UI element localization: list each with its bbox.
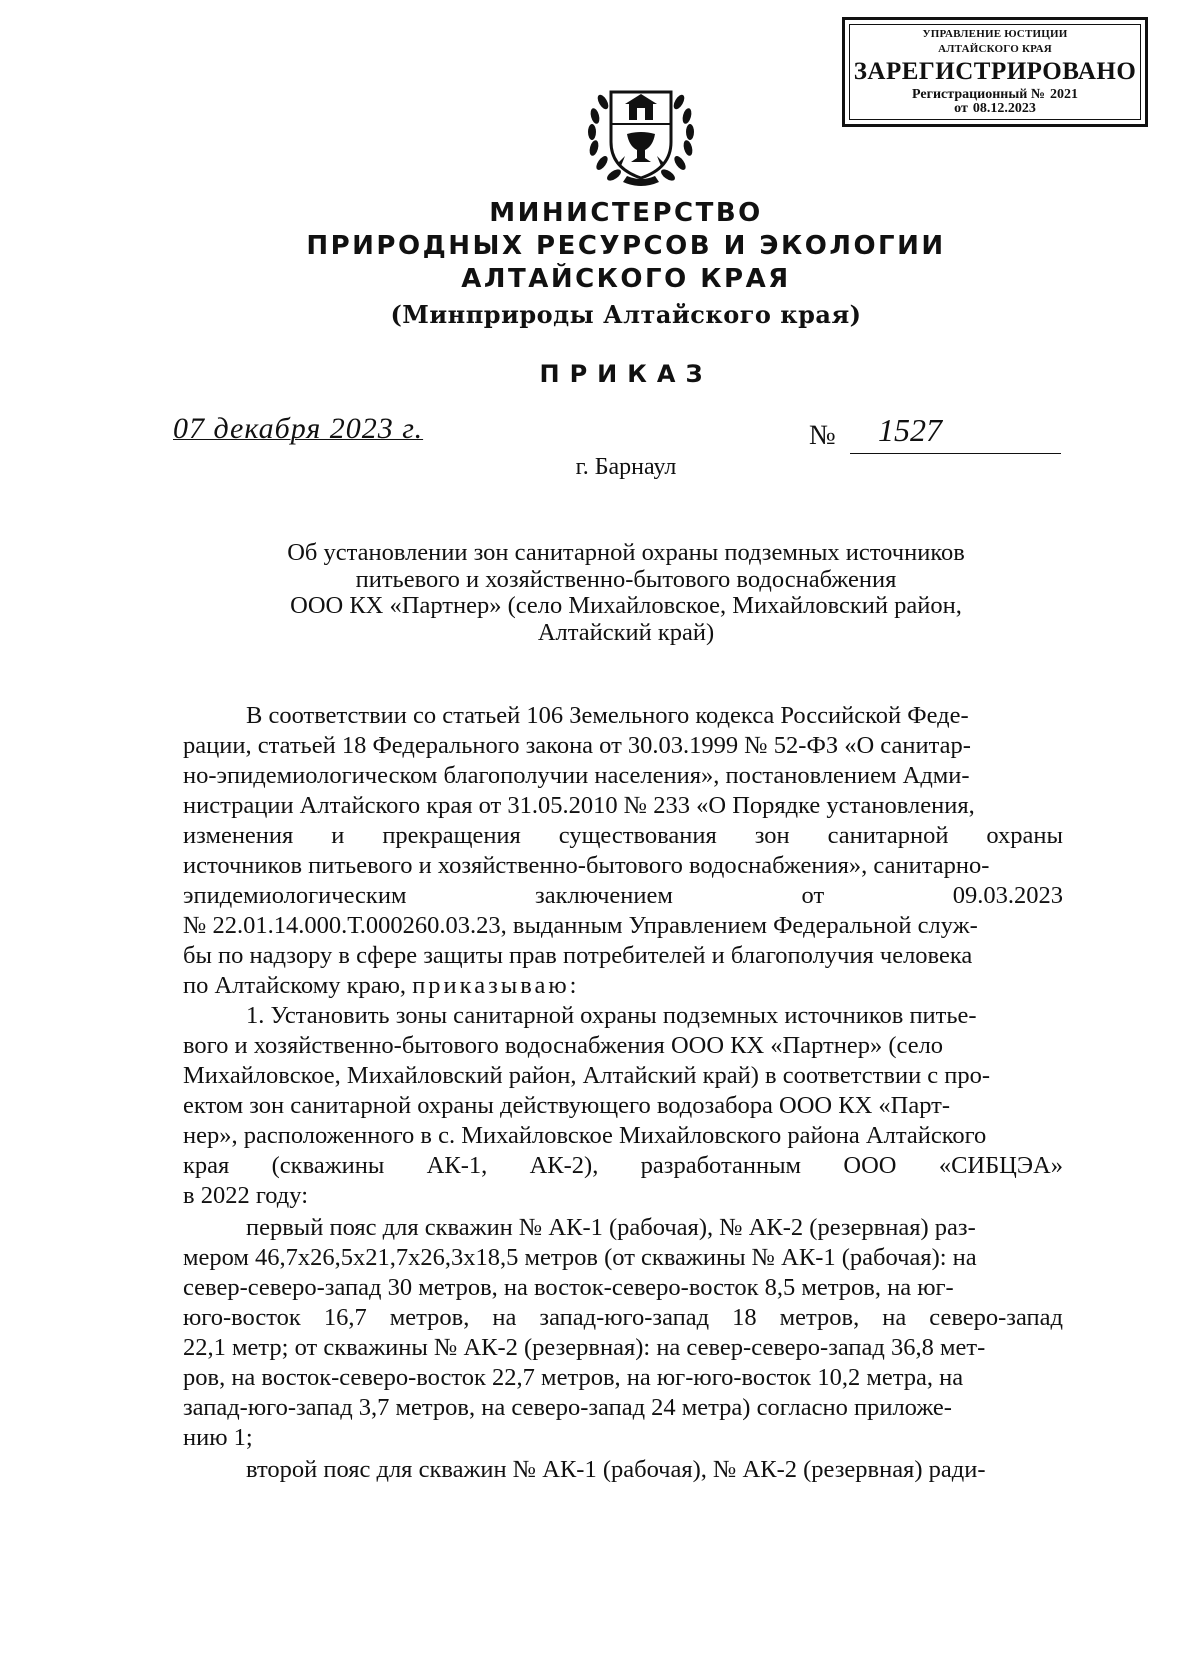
stamp-registered: ЗАРЕГИСТРИРОВАНО [853, 58, 1137, 85]
body-line: ектом зон санитарной охраны действующего водозабора ООО КХ «Парт- [183, 1092, 951, 1119]
body-line: первый пояс для скважин № АК-1 (рабочая), № АК-2 (резервная) раз- [246, 1214, 976, 1241]
body-line: эпидемиологическим заключением от 09.03.2023 [183, 882, 1063, 909]
body-line: мером 46,7х26,5х21,7х26,3х18,5 метров (от скважины № АК-1 (рабочая): на [183, 1244, 977, 1271]
ministry-title-line-1: МИНИСТЕРСТВО [489, 198, 763, 228]
order-number-label: № [809, 420, 836, 451]
stamp-org-line-2: АЛТАЙСКОГО КРАЯ [938, 43, 1052, 55]
subject-line: питьевого и хозяйственно-бытового водоснабжения [355, 565, 897, 593]
body-line: ров, на восток-северо-восток 22,7 метров, на юг-юго-восток 10,2 метра, на [183, 1364, 964, 1391]
order-city: г. Барнаул [575, 454, 677, 480]
subject-line: Об установлении зон санитарной охраны подземных источников [287, 539, 965, 566]
order-subject [200, 540, 1052, 646]
stamp-regdate-label: от [954, 101, 968, 116]
stamp-regnum-value: 2021 [1049, 87, 1078, 102]
stamp-org-line-1: УПРАВЛЕНИЕ ЮСТИЦИИ [922, 28, 1068, 40]
ministry-title-line-3: АЛТАЙСКОГО КРАЯ [461, 264, 791, 294]
altai-krai-coat-of-arms-icon [581, 72, 701, 192]
body-line: в 2022 году: [183, 1182, 309, 1209]
body-line: № 22.01.14.000.Т.000260.03.23, выданным Управлением Федеральной служ- [183, 912, 978, 939]
body-line: изменения и прекращения существования зон санитарной охраны [183, 822, 1063, 849]
stamp-regnum [850, 87, 1140, 102]
body-line: 1. Установить зоны санитарной охраны подземных источников питье- [246, 1002, 977, 1029]
stamp-regdate [850, 102, 1140, 116]
stamp-inner-frame [849, 24, 1141, 120]
body-line: бы по надзору в сфере защиты прав потребителей и благополучия человека [183, 942, 973, 969]
subject-line: ООО КХ «Партнер» (село Михайловское, Михайловский район, [290, 592, 962, 619]
body-text: по Алтайскому краю, [183, 972, 407, 999]
body-line: В соответствии со статьей 106 Земельного кодекса Российской Феде- [246, 702, 969, 729]
registration-stamp [842, 17, 1148, 127]
order-date-handwritten: 07 декабря 2023 г. [173, 412, 424, 445]
body-line: края (скважины АК-1, АК-2), разработанным ООО «СИБЦЭА» [183, 1152, 1063, 1179]
body-line: юго-восток 16,7 метров, на запад-юго-запад 18 метров, на северо-запад [183, 1304, 1063, 1331]
order-directive: приказываю: [412, 972, 580, 999]
body-line: рации, статьей 18 Федерального закона от 30.03.1999 № 52-ФЗ «О санитар- [183, 732, 971, 759]
body-line: нер», расположенного в с. Михайловское Михайловского района Алтайского [183, 1122, 987, 1149]
body-line: второй пояс для скважин № АК-1 (рабочая), № АК-2 (резервная) ради- [246, 1456, 986, 1483]
ministry-short-name: (Минприроды Алтайского края) [390, 300, 862, 329]
body-line: Михайловское, Михайловский район, Алтайский край) в соответствии с про- [183, 1062, 991, 1089]
order-title: ПРИКАЗ [539, 360, 713, 388]
body-line: нию 1; [183, 1424, 253, 1451]
order-number-handwritten: 1527 [878, 412, 942, 448]
body-line [183, 971, 1063, 1001]
body-line: но-эпидемиологическом благополучии населения», постановлением Адми- [183, 762, 970, 789]
body-line: источников питьевого и хозяйственно-бытового водоснабжения», санитарно- [183, 852, 990, 879]
body-line: север-северо-запад 30 метров, на восток-северо-восток 8,5 метров, на юг- [183, 1274, 954, 1301]
stamp-regdate-value: 08.12.2023 [972, 101, 1036, 116]
ministry-title-line-2: ПРИРОДНЫХ РЕСУРСОВ И ЭКОЛОГИИ [306, 231, 946, 261]
body-line: 22,1 метр; от скважины № АК-2 (резервная): на север-северо-запад 36,8 мет- [183, 1334, 986, 1361]
body-line: запад-юго-запад 3,7 метров, на северо-запад 24 метра) согласно приложе- [183, 1394, 952, 1421]
subject-line: Алтайский край) [537, 618, 715, 646]
body-line: вого и хозяйственно-бытового водоснабжения ООО КХ «Партнер» (село [183, 1032, 944, 1059]
body-line: нистрации Алтайского края от 31.05.2010 № 233 «О Порядке установления, [183, 792, 975, 819]
stamp-regnum-label: Регистрационный № [912, 87, 1045, 102]
